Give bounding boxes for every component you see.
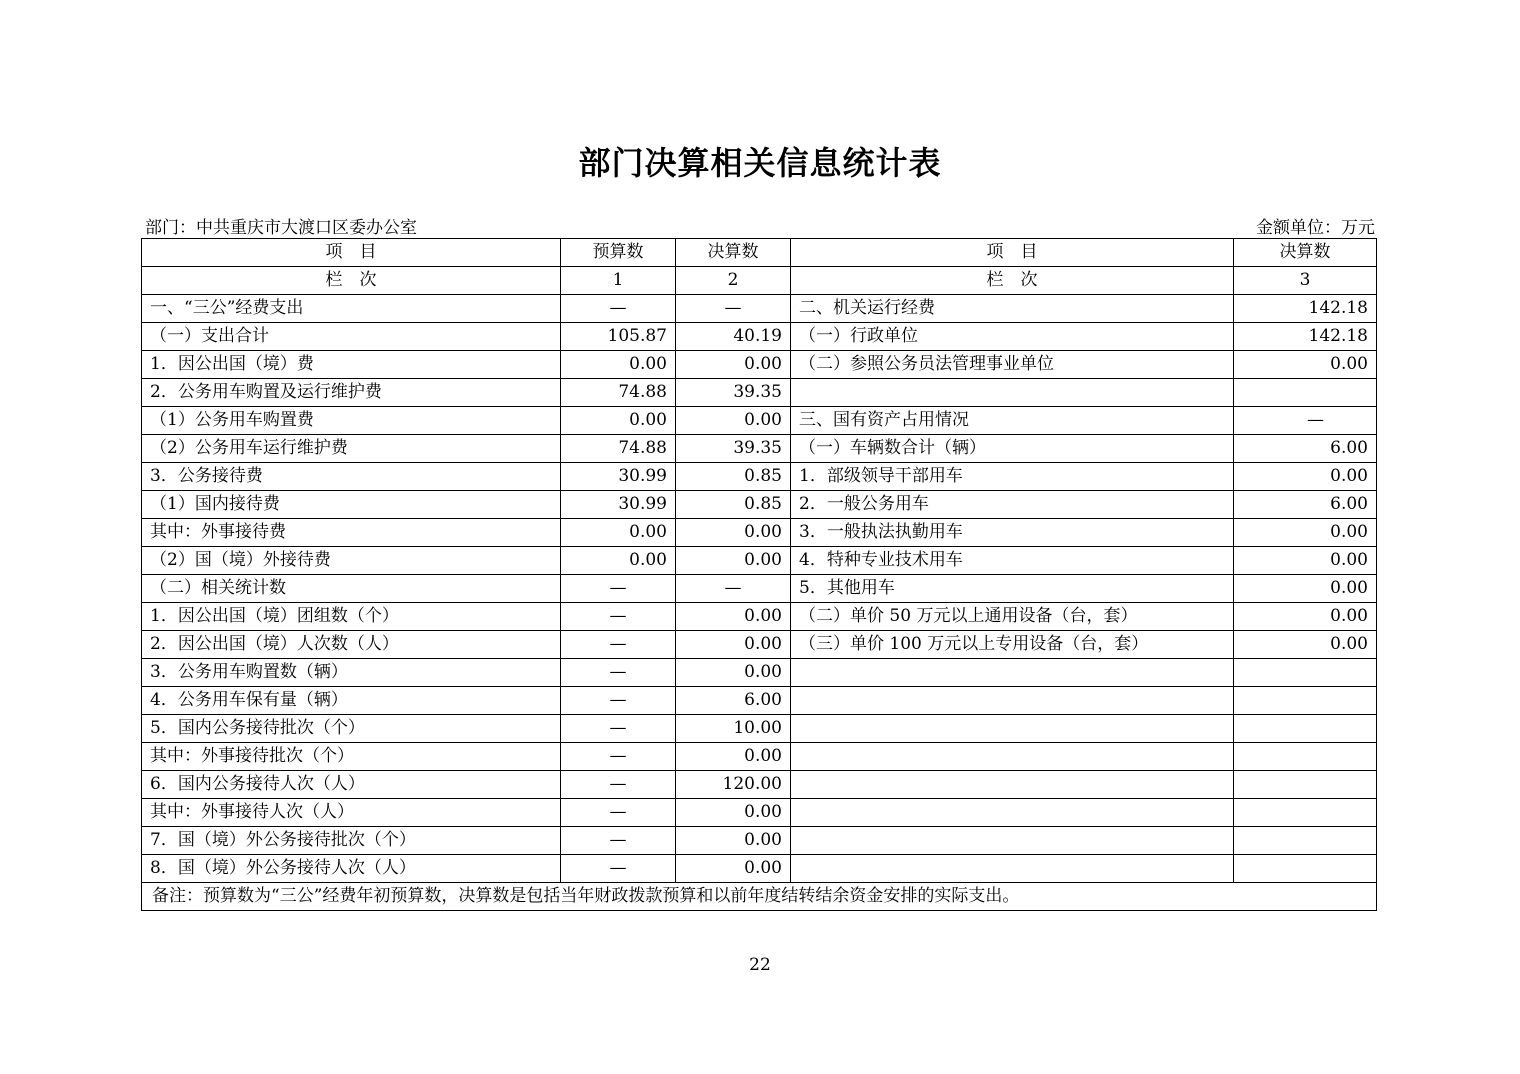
header-right-item: 项 目 [791, 239, 1234, 267]
table-row [142, 295, 1377, 323]
right-item-cell: 2．一般公务用车 [791, 491, 1234, 519]
table-row [142, 631, 1377, 659]
header-row [142, 239, 1377, 267]
right-final-cell [1234, 687, 1377, 715]
final-cell: 0.00 [676, 631, 791, 659]
table-row [142, 575, 1377, 603]
left-item-cell: 7．国（境）外公务接待批次（个） [142, 827, 561, 855]
budget-cell: — [561, 771, 676, 799]
final-cell: 6.00 [676, 687, 791, 715]
statistics-table [141, 238, 1377, 911]
right-item-cell: （二）单价 50 万元以上通用设备（台，套） [791, 603, 1234, 631]
budget-cell: 0.00 [561, 547, 676, 575]
budget-cell: 105.87 [561, 323, 676, 351]
right-final-cell: 0.00 [1234, 519, 1377, 547]
left-item-cell: 6．国内公务接待人次（人） [142, 771, 561, 799]
budget-cell: — [561, 715, 676, 743]
left-item-cell: 1．因公出国（境）团组数（个） [142, 603, 561, 631]
left-item-cell: （2）国（境）外接待费 [142, 547, 561, 575]
right-item-cell: 4．特种专业技术用车 [791, 547, 1234, 575]
left-item-cell: 5．国内公务接待批次（个） [142, 715, 561, 743]
right-item-cell: （二）参照公务员法管理事业单位 [791, 351, 1234, 379]
header-budget: 预算数 [561, 239, 676, 267]
final-cell: — [676, 575, 791, 603]
table-row [142, 407, 1377, 435]
final-cell: 0.00 [676, 799, 791, 827]
right-item-cell: 5．其他用车 [791, 575, 1234, 603]
note-row [142, 883, 1377, 911]
right-final-cell: 6.00 [1234, 491, 1377, 519]
right-item-cell [791, 855, 1234, 883]
right-item-cell [791, 659, 1234, 687]
table-row [142, 771, 1377, 799]
budget-cell: 30.99 [561, 491, 676, 519]
budget-cell: — [561, 295, 676, 323]
table-row [142, 323, 1377, 351]
left-item-cell: 2．公务用车购置及运行维护费 [142, 379, 561, 407]
right-item-cell: （一）车辆数合计（辆） [791, 435, 1234, 463]
right-item-cell: （三）单价 100 万元以上专用设备（台，套） [791, 631, 1234, 659]
department-label: 部门：中共重庆市大渡口区委办公室 [145, 218, 417, 238]
final-cell: 39.35 [676, 379, 791, 407]
right-final-cell: 0.00 [1234, 547, 1377, 575]
right-final-cell [1234, 827, 1377, 855]
budget-cell: — [561, 687, 676, 715]
final-cell: 0.85 [676, 491, 791, 519]
table-row [142, 743, 1377, 771]
column-index-1: 1 [561, 267, 676, 295]
final-cell: 0.00 [676, 827, 791, 855]
column-index-label: 栏 次 [142, 267, 561, 295]
right-item-cell: （一）行政单位 [791, 323, 1234, 351]
table-row [142, 687, 1377, 715]
budget-cell: 0.00 [561, 519, 676, 547]
column-index-2: 2 [676, 267, 791, 295]
budget-cell: 30.99 [561, 463, 676, 491]
final-cell: 0.85 [676, 463, 791, 491]
column-index-3: 3 [1234, 267, 1377, 295]
final-cell: 39.35 [676, 435, 791, 463]
table-row [142, 491, 1377, 519]
table-row [142, 827, 1377, 855]
right-final-cell: 0.00 [1234, 631, 1377, 659]
page-title: 部门决算相关信息统计表 [578, 144, 942, 182]
final-cell: 0.00 [676, 743, 791, 771]
right-item-cell [791, 687, 1234, 715]
table-row [142, 463, 1377, 491]
left-item-cell: 1．因公出国（境）费 [142, 351, 561, 379]
budget-cell: — [561, 743, 676, 771]
left-item-cell: 8．国（境）外公务接待人次（人） [142, 855, 561, 883]
right-item-cell [791, 827, 1234, 855]
header-right-final: 决算数 [1234, 239, 1377, 267]
budget-cell: 74.88 [561, 435, 676, 463]
right-item-cell [791, 743, 1234, 771]
right-final-cell: 0.00 [1234, 603, 1377, 631]
right-final-cell [1234, 855, 1377, 883]
right-item-cell [791, 379, 1234, 407]
budget-cell: 0.00 [561, 407, 676, 435]
budget-cell: 0.00 [561, 351, 676, 379]
left-item-cell: 其中：外事接待人次（人） [142, 799, 561, 827]
column-index-right-label: 栏 次 [791, 267, 1234, 295]
budget-cell: — [561, 603, 676, 631]
final-cell: 0.00 [676, 547, 791, 575]
final-cell: 10.00 [676, 715, 791, 743]
table-row [142, 379, 1377, 407]
header-final: 决算数 [676, 239, 791, 267]
table-row [142, 547, 1377, 575]
table-row [142, 351, 1377, 379]
left-item-cell: 3．公务接待费 [142, 463, 561, 491]
budget-cell: — [561, 631, 676, 659]
page-number: 22 [749, 955, 771, 975]
right-final-cell [1234, 743, 1377, 771]
budget-cell: — [561, 799, 676, 827]
left-item-cell: （1）公务用车购置费 [142, 407, 561, 435]
table-row [142, 855, 1377, 883]
right-final-cell: — [1234, 407, 1377, 435]
budget-cell: — [561, 575, 676, 603]
right-final-cell [1234, 379, 1377, 407]
final-cell: 0.00 [676, 855, 791, 883]
final-cell: 0.00 [676, 659, 791, 687]
amount-unit-label: 金额单位：万元 [1256, 218, 1375, 238]
header-item: 项 目 [142, 239, 561, 267]
right-item-cell: 3．一般执法执勤用车 [791, 519, 1234, 547]
right-final-cell: 142.18 [1234, 295, 1377, 323]
right-final-cell [1234, 659, 1377, 687]
right-item-cell: 二、机关运行经费 [791, 295, 1234, 323]
left-item-cell: 2．因公出国（境）人次数（人） [142, 631, 561, 659]
left-item-cell: 3．公务用车购置数（辆） [142, 659, 561, 687]
final-cell: 0.00 [676, 407, 791, 435]
table-row [142, 519, 1377, 547]
right-item-cell: 1．部级领导干部用车 [791, 463, 1234, 491]
table-row [142, 435, 1377, 463]
table-row [142, 715, 1377, 743]
left-item-cell: （一）支出合计 [142, 323, 561, 351]
left-item-cell: （2）公务用车运行维护费 [142, 435, 561, 463]
right-item-cell [791, 771, 1234, 799]
table-row [142, 603, 1377, 631]
left-item-cell: 其中：外事接待批次（个） [142, 743, 561, 771]
left-item-cell: （1）国内接待费 [142, 491, 561, 519]
left-item-cell: 一、“三公”经费支出 [142, 295, 561, 323]
budget-cell: 74.88 [561, 379, 676, 407]
column-index-row [142, 267, 1377, 295]
right-item-cell [791, 799, 1234, 827]
left-item-cell: （二）相关统计数 [142, 575, 561, 603]
right-final-cell: 6.00 [1234, 435, 1377, 463]
table-row [142, 659, 1377, 687]
final-cell: — [676, 295, 791, 323]
final-cell: 40.19 [676, 323, 791, 351]
left-item-cell: 其中：外事接待费 [142, 519, 561, 547]
right-final-cell [1234, 715, 1377, 743]
right-final-cell: 142.18 [1234, 323, 1377, 351]
final-cell: 0.00 [676, 603, 791, 631]
final-cell: 120.00 [676, 771, 791, 799]
final-cell: 0.00 [676, 519, 791, 547]
right-final-cell: 0.00 [1234, 575, 1377, 603]
note-text: 备注：预算数为“三公”经费年初预算数，决算数是包括当年财政拨款预算和以前年度结转结余资金安排的实际支出。 [142, 883, 1377, 911]
left-item-cell: 4．公务用车保有量（辆） [142, 687, 561, 715]
right-final-cell: 0.00 [1234, 351, 1377, 379]
table-row [142, 799, 1377, 827]
budget-cell: — [561, 659, 676, 687]
right-final-cell [1234, 771, 1377, 799]
budget-cell: — [561, 827, 676, 855]
right-item-cell: 三、国有资产占用情况 [791, 407, 1234, 435]
budget-cell: — [561, 855, 676, 883]
final-cell: 0.00 [676, 351, 791, 379]
right-final-cell [1234, 799, 1377, 827]
right-item-cell [791, 715, 1234, 743]
right-final-cell: 0.00 [1234, 463, 1377, 491]
